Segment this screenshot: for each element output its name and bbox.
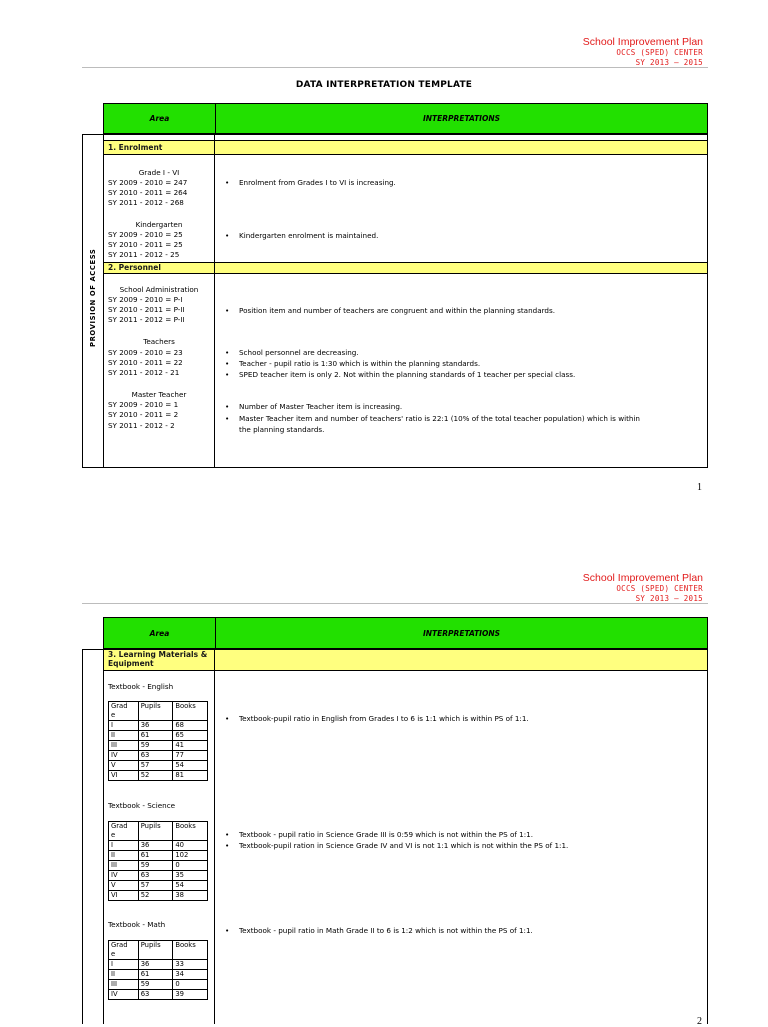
kinder-line-3: SY 2011 - 2012 - 25	[108, 250, 180, 259]
column-header-area: Area	[149, 628, 170, 638]
table-row: II 61 102	[109, 851, 208, 861]
side-column-divider	[103, 649, 104, 1024]
header-books: Books	[173, 702, 208, 721]
master-line-3: SY 2011 - 2012 - 2	[108, 421, 175, 430]
master-title: Master Teacher	[131, 390, 187, 399]
header-grade: Grad e	[109, 702, 139, 721]
table-row: VI 52 38	[109, 891, 208, 901]
section-label-enrolment: 1. Enrolment	[108, 143, 163, 152]
section-label-personnel: 2. Personnel	[108, 263, 161, 272]
admin-line-1: SY 2009 - 2010 = P-I	[108, 295, 183, 304]
column-header-area: Area	[149, 114, 170, 123]
bullet-icon: •	[225, 359, 230, 368]
section-label-learning-2: Equipment	[108, 659, 154, 668]
table-row: VI 52 81	[109, 771, 208, 781]
bullet-icon: •	[225, 414, 230, 423]
bullet-icon: •	[225, 841, 230, 850]
header-pupils: Pupils	[138, 822, 173, 841]
bullet-icon: •	[225, 926, 230, 935]
column-header-interpretations: INTERPRETATIONS	[215, 618, 707, 648]
english-title: Textbook - English	[108, 682, 174, 691]
interp-master-2-cont: the planning standards.	[239, 425, 325, 434]
section-bar-personnel	[103, 262, 708, 274]
table-border-bottom	[82, 467, 708, 468]
header-books: Books	[173, 822, 208, 841]
header-rule	[82, 603, 708, 604]
table-row: IV 63 39	[109, 990, 208, 1000]
table-header-row	[103, 103, 708, 134]
table-header-row	[109, 941, 208, 960]
header-pupils: Pupils	[138, 702, 173, 721]
grade-title: Grade I - VI	[138, 168, 180, 177]
area-column-divider	[214, 649, 215, 1024]
page-number-1: 1	[697, 482, 702, 493]
table-row: III 59 0	[109, 861, 208, 871]
header-rule	[82, 67, 708, 68]
table-row: V 57 54	[109, 761, 208, 771]
bullet-icon: •	[225, 402, 230, 411]
section-label-learning-1: 3. Learning Materials &	[108, 650, 208, 659]
math-title: Textbook - Math	[108, 920, 166, 929]
table-row: III 59 41	[109, 741, 208, 751]
table-row: IV 63 77	[109, 751, 208, 761]
teachers-line-3: SY 2011 - 2012 - 21	[108, 368, 180, 377]
document-title: DATA INTERPRETATION TEMPLATE	[295, 80, 473, 90]
kinder-title: Kindergarten	[135, 220, 183, 229]
header-sy: SY 2013 – 2015	[635, 593, 703, 603]
header-title: School Improvement Plan	[582, 572, 703, 584]
table-border-left	[82, 134, 83, 468]
bullet-icon: •	[225, 830, 230, 839]
header-title: School Improvement Plan	[582, 36, 703, 48]
teachers-line-2: SY 2010 - 2011 = 22	[108, 358, 183, 367]
side-column-divider	[103, 134, 104, 468]
english-table	[108, 701, 208, 781]
header-sy: SY 2013 – 2015	[635, 57, 703, 67]
math-table	[108, 940, 208, 1000]
header-pupils: Pupils	[138, 941, 173, 960]
header-grade: Grad e	[109, 822, 139, 841]
page2-header	[583, 572, 703, 603]
table-header-row	[109, 702, 208, 721]
bullet-icon: •	[225, 370, 230, 379]
table-border-right	[707, 649, 708, 1024]
table-header-row	[103, 617, 708, 649]
table-row: I 36 68	[109, 721, 208, 731]
side-label-provision-of-access: PROVISION OF ACCESS	[89, 248, 97, 347]
table-row: I 36 33	[109, 960, 208, 970]
teachers-line-1: SY 2009 - 2010 = 23	[108, 348, 183, 357]
bullet-icon: •	[225, 348, 230, 357]
bullet-icon: •	[225, 178, 230, 187]
bullet-icon: •	[225, 306, 230, 315]
section-bar-enrolment	[103, 140, 708, 155]
admin-title: School Administration	[119, 285, 199, 294]
area-column-divider	[214, 134, 215, 468]
admin-line-3: SY 2011 - 2012 = P-II	[108, 315, 185, 324]
bullet-icon: •	[225, 231, 230, 240]
page-number-2: 2	[697, 1016, 702, 1027]
header-subtitle: OCCS (SPED) CENTER	[616, 48, 703, 57]
master-line-1: SY 2009 - 2010 = 1	[108, 400, 179, 409]
table-row: V 57 54	[109, 881, 208, 891]
column-header-interpretations: INTERPRETATIONS	[215, 104, 707, 133]
table-header-row	[109, 822, 208, 841]
science-title: Textbook - Science	[108, 801, 176, 810]
grade-line-2: SY 2010 - 2011 = 264	[108, 188, 188, 197]
master-line-2: SY 2010 - 2011 = 2	[108, 410, 179, 419]
header-grade: Grad e	[109, 941, 139, 960]
grade-line-1: SY 2009 - 2010 = 247	[108, 178, 188, 187]
science-table	[108, 821, 208, 901]
kinder-line-2: SY 2010 - 2011 = 25	[108, 240, 183, 249]
table-row: II 61 34	[109, 970, 208, 980]
table-row: III 59 0	[109, 980, 208, 990]
table-border-top	[82, 134, 708, 135]
table-border-left	[82, 649, 83, 1024]
table-row: IV 63 35	[109, 871, 208, 881]
header-books: Books	[173, 941, 208, 960]
header-subtitle: OCCS (SPED) CENTER	[616, 584, 703, 593]
admin-line-2: SY 2010 - 2011 = P-II	[108, 305, 185, 314]
table-row: II 61 65	[109, 731, 208, 741]
table-border-right	[707, 134, 708, 468]
teachers-title: Teachers	[143, 337, 175, 346]
table-row: I 36 40	[109, 841, 208, 851]
bullet-icon: •	[225, 714, 230, 723]
kinder-line-1: SY 2009 - 2010 = 25	[108, 230, 183, 239]
page1-header	[583, 36, 703, 67]
grade-line-3: SY 2011 - 2012 - 268	[108, 198, 184, 207]
